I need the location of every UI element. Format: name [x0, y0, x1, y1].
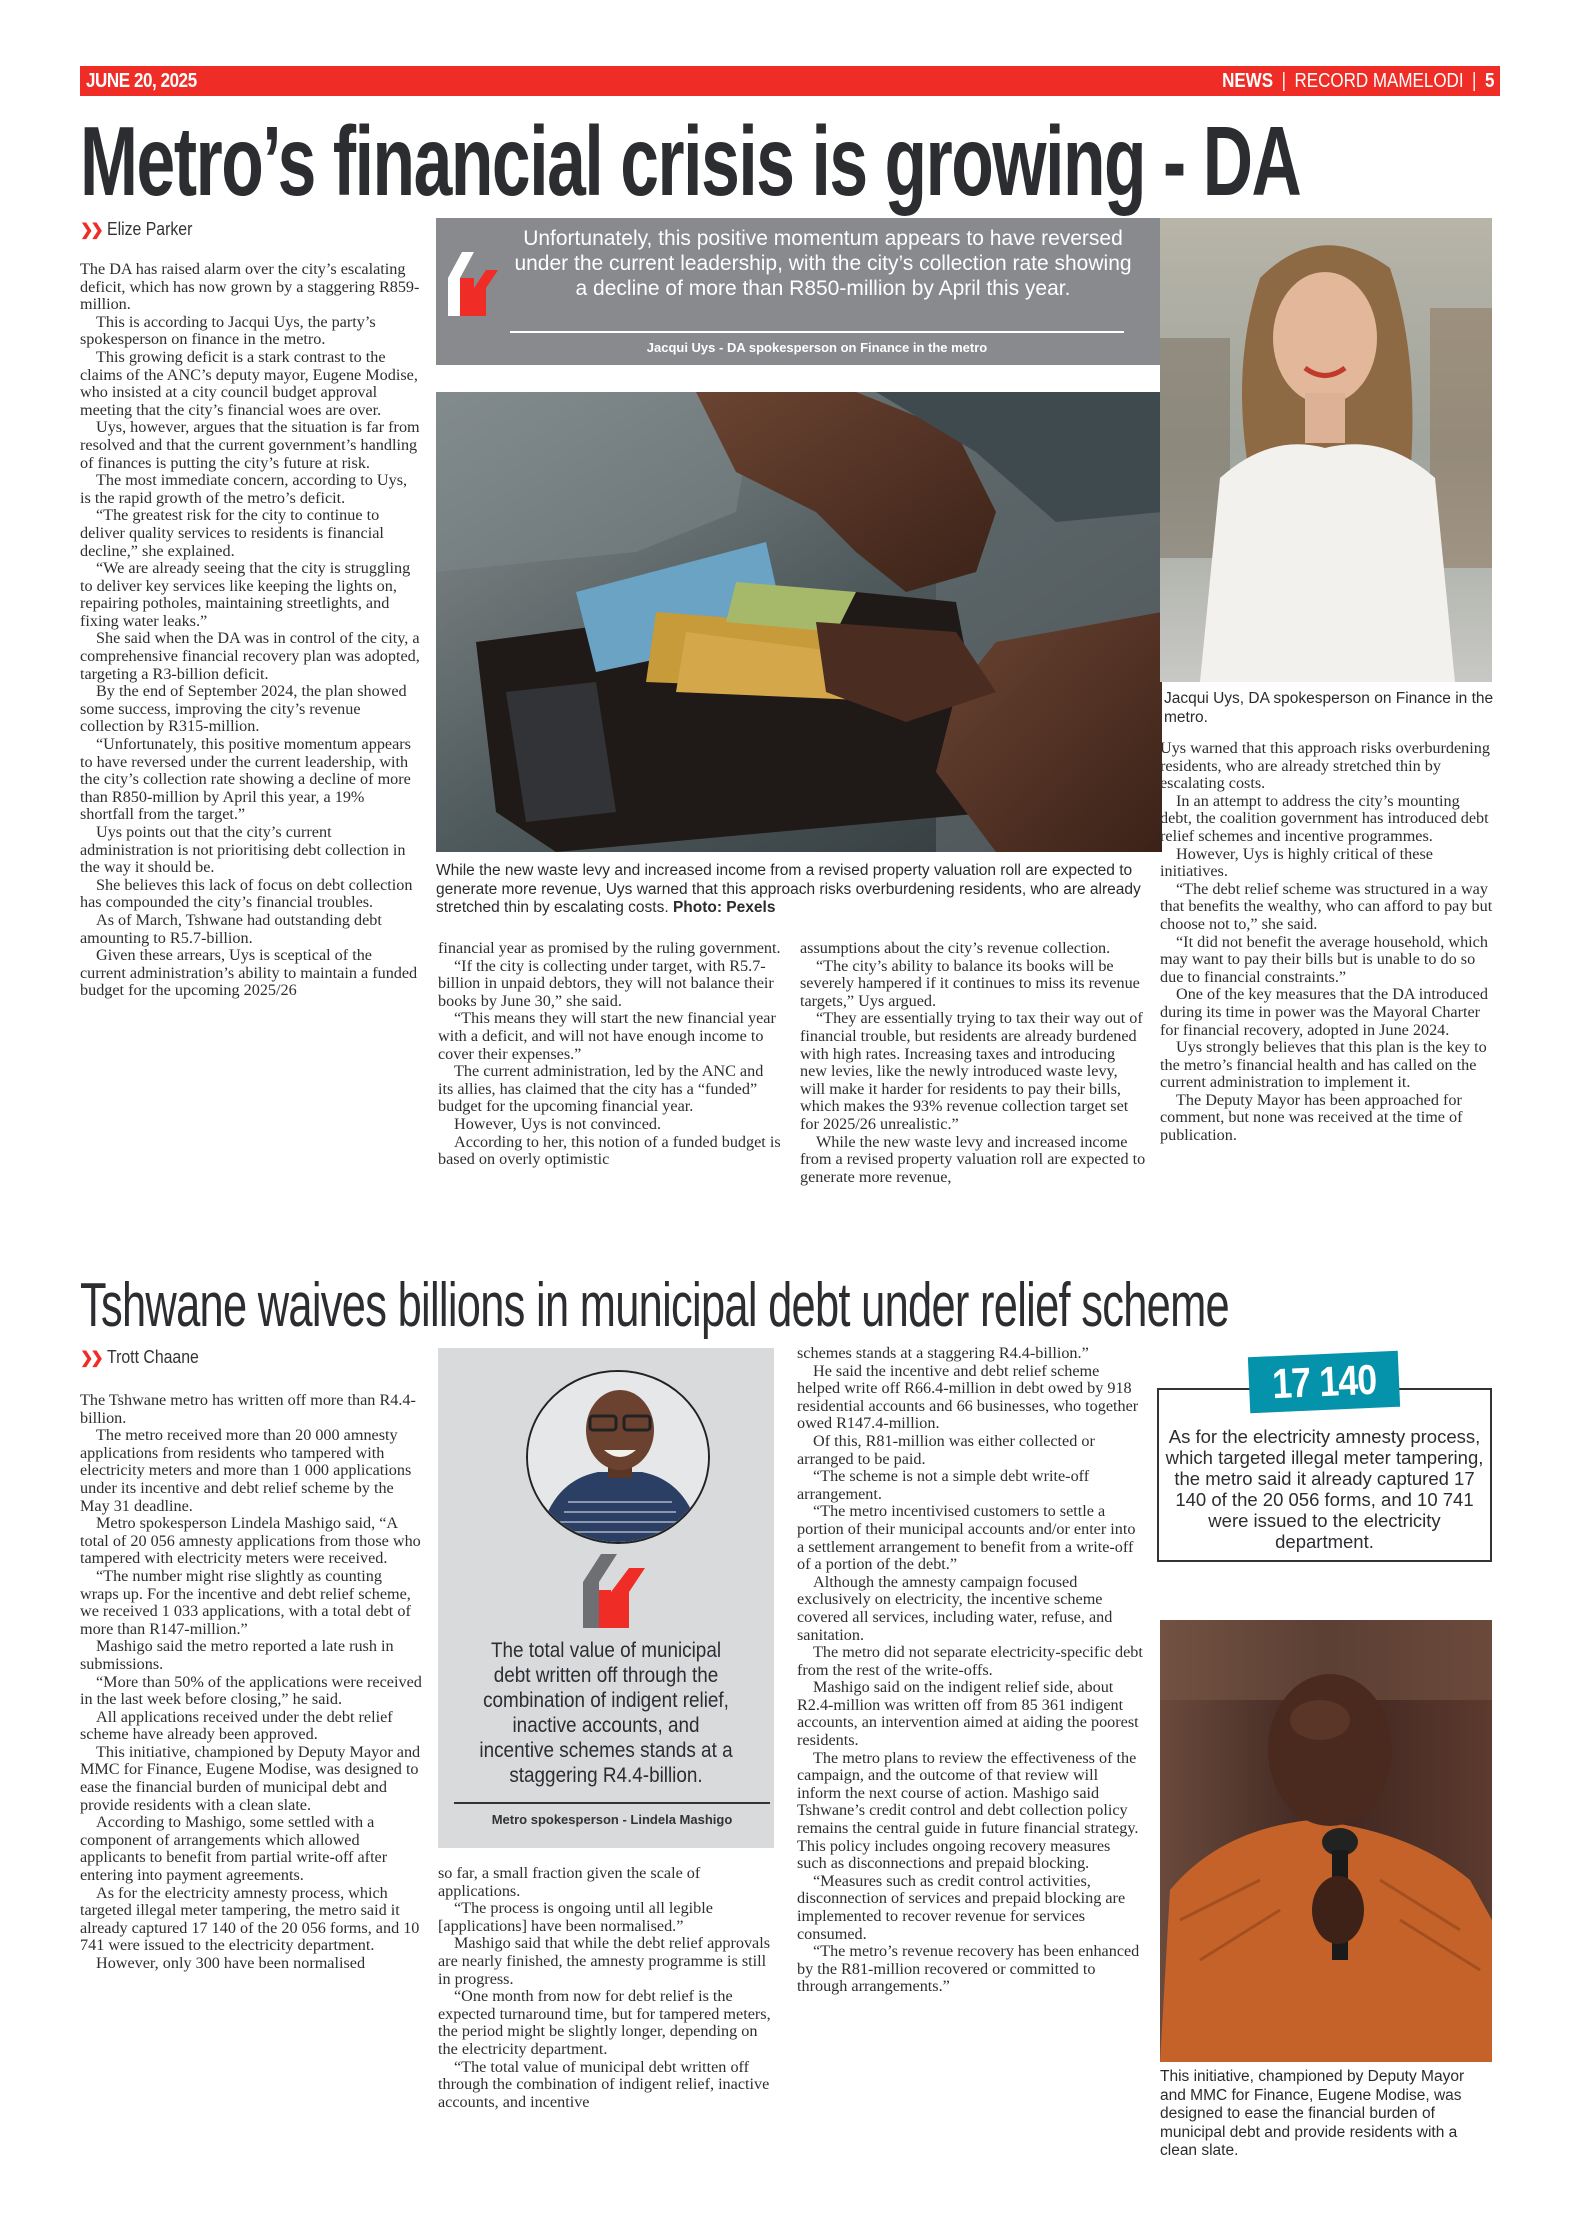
paragraph: According to her, this notion of a funded budget is based on overly optimistic [438, 1132, 781, 1169]
article1-pull-quote [436, 218, 1161, 365]
paragraph: She said when the DA was in control of the city, a comprehensive financial recovery plan was adopted, targeting a R3-billion deficit. [80, 629, 420, 683]
folio-divider: | [1281, 69, 1286, 92]
paragraph: “The total value of municipal debt written off through the combination of indigent relief, inactive accounts, and incentive [438, 2057, 770, 2111]
pull-quote-text: The total value of municipal debt written off through the combination of indigent relief, inactive accounts, and incentive schemes stands at a staggering R4.4-billion. [479, 1639, 733, 1787]
paragraph: While the new waste levy and increased income from a revised property valuation roll are expected to generate more revenue, [800, 1132, 1146, 1186]
article2-headline: Tshwane waives billions in municipal debt under relief scheme [80, 1271, 1230, 1340]
author-name: Trott Chaane [106, 1347, 199, 1367]
avatar-image [528, 1372, 710, 1544]
paragraph: Mashigo said on the indigent relief side, about R2.4-million was written off from 85 361 indigent accounts, an intervention aimed at aiding the poorest residents. [797, 1678, 1139, 1750]
paragraph: so far, a small fraction given the scale of applications. [438, 1864, 701, 1900]
article1-column-4 [1160, 740, 1494, 1145]
stat-box-text: As for the electricity amnesty process, which targeted illegal meter tampering, the metro said it already captured 17 140 of the 20 056 forms, and 10 741 were issued to the electricity department. [1165, 1426, 1484, 1552]
lindela-mashigo-avatar [526, 1370, 710, 1544]
portrait-caption: Jacqui Uys, DA spokesperson on Finance in the metro. [1164, 690, 1494, 726]
paragraph: According to Mashigo, some settled with a component of arrangements which allowed applicants to benefit from partial write-off after entering into payment agreements. [80, 1813, 388, 1885]
wallet-photo-caption [436, 862, 1161, 918]
paragraph: Mashigo said that while the debt relief approvals are nearly finished, the amnesty programme is still in progress. [438, 1934, 771, 1988]
page-header-band [80, 66, 1500, 96]
paragraph: The Deputy Mayor has been approached for comment, but none was received at the time of publication. [1160, 1090, 1463, 1145]
paragraph: The DA has raised alarm over the city’s escalating deficit, which has now grown by a staggering R859-million. [80, 260, 420, 314]
paragraph: “It did not benefit the average household, which may want to pay their bills but is unable to do so due to financial constraints.” [1160, 932, 1488, 986]
pull-quote-divider [454, 1802, 770, 1804]
issue-date: JUNE 20, 2025 [86, 69, 197, 92]
pull-quote-divider [510, 331, 1124, 333]
author-name: Elize Parker [106, 219, 193, 239]
paragraph: He said the incentive and debt relief scheme helped write off R66.4-million in debt owed by 918 residential accounts and 66 businesses, who together owed R147.4-million. [797, 1361, 1139, 1433]
speaker-image [1160, 1620, 1492, 2062]
paragraph: Uys points out that the city’s current administration is not prioritising debt collection in the way it should be. [80, 823, 406, 877]
paragraph: “One month from now for debt relief is the expected turnaround time, but for tampered meters, the period might be slightly longer, depending on the electricity department. [438, 1987, 771, 2058]
paragraph: The most immediate concern, according to Uys, is the rapid growth of the metro’s deficit. [80, 471, 408, 507]
paragraph: In an attempt to address the city’s mounting debt, the coalition government has introduced debt relief schemes and incentive programmes. [1160, 791, 1489, 845]
folio-divider: | [1471, 69, 1477, 92]
paragraph: The metro plans to review the effectiveness of the campaign, and the outcome of that review will inform the next course of action. Mashigo said Tshwane’s credit control and debt collection policy remains the central guide in future financial strategy. This policy includes ongoing recovery measures such as disconnections and prepaid blocking. [797, 1748, 1139, 1873]
article2-byline [80, 1347, 211, 1368]
wallet-photo [436, 392, 1162, 852]
paragraph: However, Uys is highly critical of these initiatives. [1160, 844, 1433, 881]
article2-pull-quote [438, 1348, 774, 1848]
speaker-photo-caption: This initiative, championed by Deputy Mayor and MMC for Finance, Eugene Modise, was designed to ease the financial burden of municipal debt and provide residents with a clean slate. [1160, 2068, 1465, 2159]
paragraph: “Unfortunately, this positive momentum appears to have reversed under the current leadership, with the city’s collection rate showing a decline of more than R850-million by April this year, a 19% shortfall from the target.” [80, 735, 411, 824]
paragraph: Uys strongly believes that this plan is the key to the metro’s financial health and has called on the current administration to implement it. [1160, 1038, 1487, 1092]
quote-mark-icon [448, 248, 498, 318]
hands-wallet-image [436, 392, 1162, 852]
paragraph: As of March, Tshwane had outstanding debt amounting to R5.7-billion. [80, 910, 382, 947]
paragraph: Although the amnesty campaign focused exclusively on electricity, the incentive scheme covered all services, including water, refuse, and sanitation. [797, 1572, 1113, 1644]
page-folio [1222, 70, 1494, 93]
paragraph: “The process is ongoing until all legible [applications] have been normalised.” [438, 1899, 713, 1935]
paragraph: This initiative, championed by Deputy Mayor and MMC for Finance, Eugene Modise, was designed to ease the financial burden of municipal debt and provide residents with a clean slate. [80, 1742, 421, 1814]
double-chevron-right-icon: ❯❯ [80, 1349, 101, 1367]
article1-byline [80, 219, 204, 240]
paragraph: Of this, R81-million was either collected or arranged to be paid. [797, 1431, 1095, 1468]
paragraph: “The city’s ability to balance its books will be severely hampered if it continues to miss its revenue targets,” Uys argued. [800, 956, 1140, 1010]
paragraph: “The scheme is not a simple debt write-off arrangement. [797, 1467, 1090, 1503]
page-number: 5 [1484, 69, 1494, 92]
pull-quote-attribution: Metro spokesperson - Lindela Mashigo [491, 1812, 733, 1827]
stat-number-badge [1248, 1351, 1400, 1413]
paragraph: By the end of September 2024, the plan showed some success, improving the city’s revenue collection by R315-million. [80, 682, 407, 736]
paragraph: All applications received under the debt relief scheme have already been approved. [80, 1707, 393, 1744]
pull-quote-attribution: Jacqui Uys - DA spokesperson on Finance in the metro [646, 340, 988, 355]
caption-text: While the new waste levy and increased income from a revised property valuation roll are expected to generate more revenue, Uys warned that this approach risks overburdening residents, who are already stretched thin by escalating costs. [436, 862, 1141, 916]
article1-column-3 [800, 940, 1146, 1186]
article1-column-2 [438, 940, 782, 1169]
paragraph: “We are already seeing that the city is struggling to deliver key services like keeping the lights on, repairing potholes, maintaining streetlights, and fixing water leaks.” [80, 559, 411, 630]
article2-column-2 [438, 1865, 778, 2111]
paragraph: “The metro’s revenue recovery has been enhanced by the R81-million recovered or committed to through arrangements.” [797, 1942, 1140, 1996]
portrait-image [1160, 218, 1492, 682]
paragraph: “The greatest risk for the city to continue to deliver quality services to residents is financial decline,” she explained. [80, 506, 384, 560]
pull-quote-text: Unfortunately, this positive momentum appears to have reversed under the current leadership, with the city’s collection rate showing a decline of more than R850-million by April this year. [514, 227, 1132, 300]
paragraph: assumptions about the city’s revenue collection. [800, 939, 1111, 957]
paragraph: As for the electricity amnesty process, which targeted illegal meter tampering, the metro said it already captured 17 140 of the 20 056 forms, and 10 741 were issued to the electricity department. [80, 1883, 420, 1955]
paragraph: Uys, however, argues that the situation is far from resolved and that the current government’s handling of finances is putting the city’s future at risk. [80, 418, 420, 472]
paragraph: She believes this lack of focus on debt collection has compounded the city’s financial troubles. [80, 875, 413, 912]
paragraph: Uys warned that this approach risks overburdening residents, who are already stretched thin by escalating costs. [1160, 739, 1490, 793]
paragraph: One of the key measures that the DA introduced during its time in power was the Mayoral Charter for financial recovery, adopted in June 2024. [1160, 985, 1488, 1039]
article1-column-1 [80, 261, 420, 1000]
stat-number: 17 140 [1270, 1355, 1378, 1408]
paragraph: This growing deficit is a stark contrast to the claims of the ANC’s deputy mayor, Eugene Modise, who insisted at a city council budget approval meeting that the city’s financial woes are over. [80, 347, 418, 419]
paragraph: financial year as promised by the ruling government. [438, 939, 781, 957]
article2-column-1 [80, 1392, 422, 1973]
paragraph: The current administration, led by the ANC and its allies, has claimed that the city has a “funded” budget for the upcoming financial year. [438, 1062, 764, 1116]
paragraph: Given these arrears, Uys is sceptical of the current administration’s ability to maintain a funded budget for the upcoming 2025/26 [80, 946, 418, 1000]
paragraph: “The number might rise slightly as counting wraps up. For the incentive and debt relief scheme, we received 1 033 applications, with a total debt of more than R147-million.” [80, 1566, 411, 1638]
photo-credit: Photo: Pexels [672, 899, 776, 916]
paragraph: Metro spokesperson Lindela Mashigo said, “A total of 20 056 amnesty applications from those who tampered with electricity meters were received. [80, 1514, 421, 1568]
paragraph: schemes stands at a staggering R4.4-billion.” [797, 1344, 1089, 1362]
article1-headline: Metro’s financial crisis is growing - DA [80, 106, 1301, 216]
paragraph: The metro received more than 20 000 amnesty applications from residents who tampered with electricity meters and more than 1 000 applications under its incentive and debt relief scheme by the May 31 deadline. [80, 1426, 412, 1515]
paragraph: “The debt relief scheme was structured in a way that benefits the wealthy, who can afford to pay but choose not to,” she said. [1160, 879, 1493, 933]
article2-column-3 [797, 1345, 1143, 1996]
paragraph: “This means they will start the new financial year with a deficit, and will not have enough income to cover their expenses.” [438, 1009, 776, 1063]
paragraph: However, Uys is not convinced. [454, 1114, 662, 1133]
paragraph: “The metro incentivised customers to settle a portion of their municipal accounts and/or enter into a settlement arrangement to benefit from a write-off of a portion of the debt.” [797, 1502, 1136, 1574]
paragraph: “If the city is collecting under target, with R5.7-billion in unpaid debtors, they will not balance their books by June 30,” she said. [438, 956, 774, 1010]
jacqui-uys-portrait [1160, 218, 1492, 682]
publication-name: RECORD MAMELODI [1294, 69, 1464, 92]
paragraph: “More than 50% of the applications were received in the last week before closing,” he said. [80, 1672, 422, 1709]
paragraph: “Measures such as credit control activities, disconnection of services and prepaid blocking are implemented to recover revenue for services consumed. [797, 1871, 1126, 1943]
quote-mark-icon [583, 1554, 645, 1628]
paragraph: However, only 300 have been normalised [96, 1954, 366, 1972]
paragraph: The metro did not separate electricity-specific debt from the rest of the write-offs. [797, 1643, 1143, 1679]
paragraph: This is according to Jacqui Uys, the party’s spokesperson on finance in the metro. [80, 312, 376, 349]
paragraph: The Tshwane metro has written off more than R4.4-billion. [80, 1391, 416, 1427]
double-chevron-right-icon: ❯❯ [80, 221, 101, 239]
paragraph: Mashigo said the metro reported a late rush in submissions. [80, 1637, 394, 1673]
section-label: NEWS [1221, 69, 1273, 92]
paragraph: “They are essentially trying to tax their way out of financial trouble, but residents are already burdened with high rates. Increasing taxes and introducing new levies, like the newly introduced waste levy, will make it harder for residents to pay their bills, which makes the 93% revenue collection target set for 2025/26 unrealistic.” [800, 1009, 1143, 1133]
eugene-modise-photo [1160, 1620, 1492, 2062]
